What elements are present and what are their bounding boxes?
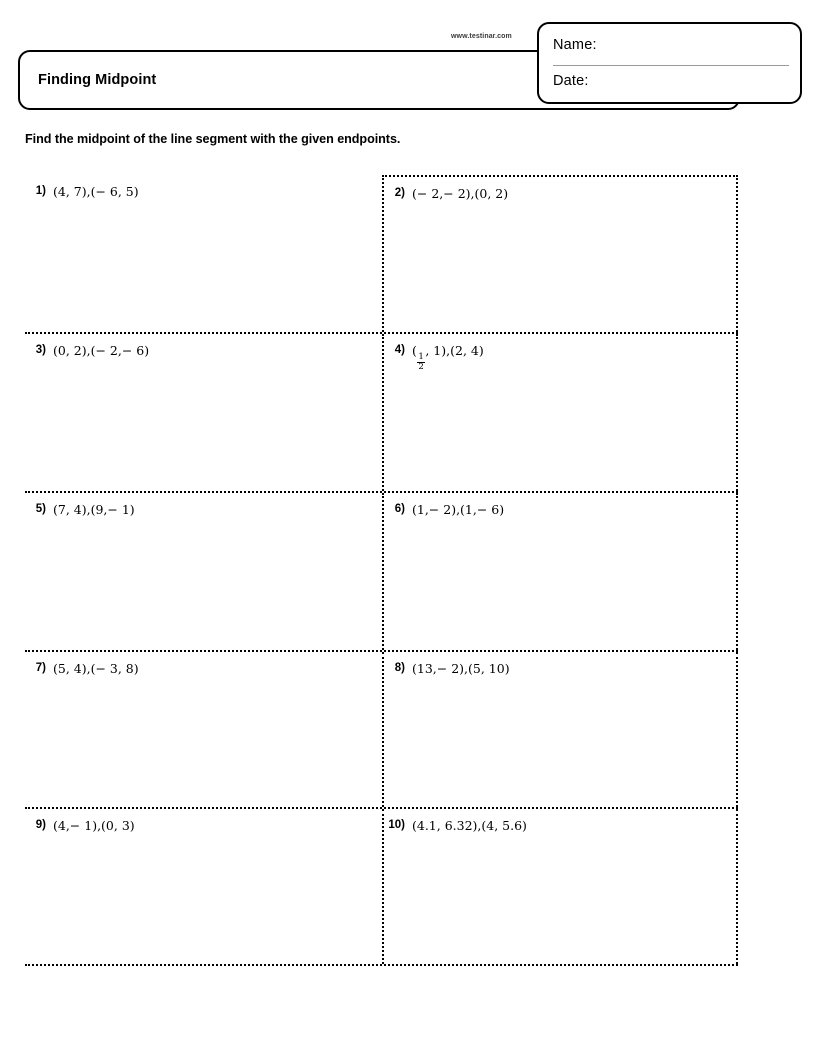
fraction-denominator: 2 [418,362,424,373]
fraction-one-half [417,353,424,373]
problem-cell-3 [25,334,382,491]
problem-cell-10 [382,809,738,964]
name-field-underline [553,65,789,66]
problem-expression: (7, 4),(9,− 1) [53,502,135,517]
problem-cell-1 [25,175,382,332]
problem-cell-9 [25,809,382,964]
expression-prefix: ( [412,343,417,358]
fraction-numerator: 1 [418,351,424,362]
problem-cell-7 [25,652,382,807]
problem-expression: (4,− 1),(0, 3) [53,818,135,833]
problem-cell-8 [382,652,738,807]
problem-number: 4) [394,344,405,356]
problem-cell-6 [382,493,738,650]
problem-cell-5 [25,493,382,650]
problem-row [25,334,738,493]
problem-expression: (1,− 2),(1,− 6) [412,502,505,517]
problem-expression: (4.1, 6.32),(4, 5.6) [412,818,527,833]
problem-number: 10) [388,819,405,831]
problem-number: 8) [394,662,405,674]
problem-number: 7) [35,662,46,674]
problem-row [25,175,738,334]
site-watermark: www.testinar.com [451,33,512,40]
problem-cell-2 [382,175,738,332]
problem-expression [412,342,484,372]
problem-expression: (13,− 2),(5, 10) [412,661,510,676]
instruction-text: Find the midpoint of the line segment with the given endpoints. [25,132,401,146]
name-date-box [537,22,802,104]
problem-number: 3) [35,344,46,356]
problem-expression: (4, 7),(− 6, 5) [53,184,139,199]
problem-number: 5) [35,503,46,515]
problem-number: 1) [35,185,46,197]
problem-row [25,493,738,652]
problem-row [25,809,738,966]
page-title: Finding Midpoint [38,72,157,88]
problem-row [25,652,738,809]
problem-number: 6) [394,503,405,515]
problem-number: 2) [394,187,405,199]
name-label: Name: [553,37,597,53]
problem-expression: (5, 4),(− 3, 8) [53,661,139,676]
problem-grid [25,175,738,966]
problem-number: 9) [35,819,46,831]
problem-cell-4 [382,334,738,491]
expression-suffix: , 1),(2, 4) [425,343,484,358]
problem-expression: (0, 2),(− 2,− 6) [53,343,150,358]
date-label: Date: [553,73,589,89]
problem-expression: (− 2,− 2),(0, 2) [412,186,509,201]
